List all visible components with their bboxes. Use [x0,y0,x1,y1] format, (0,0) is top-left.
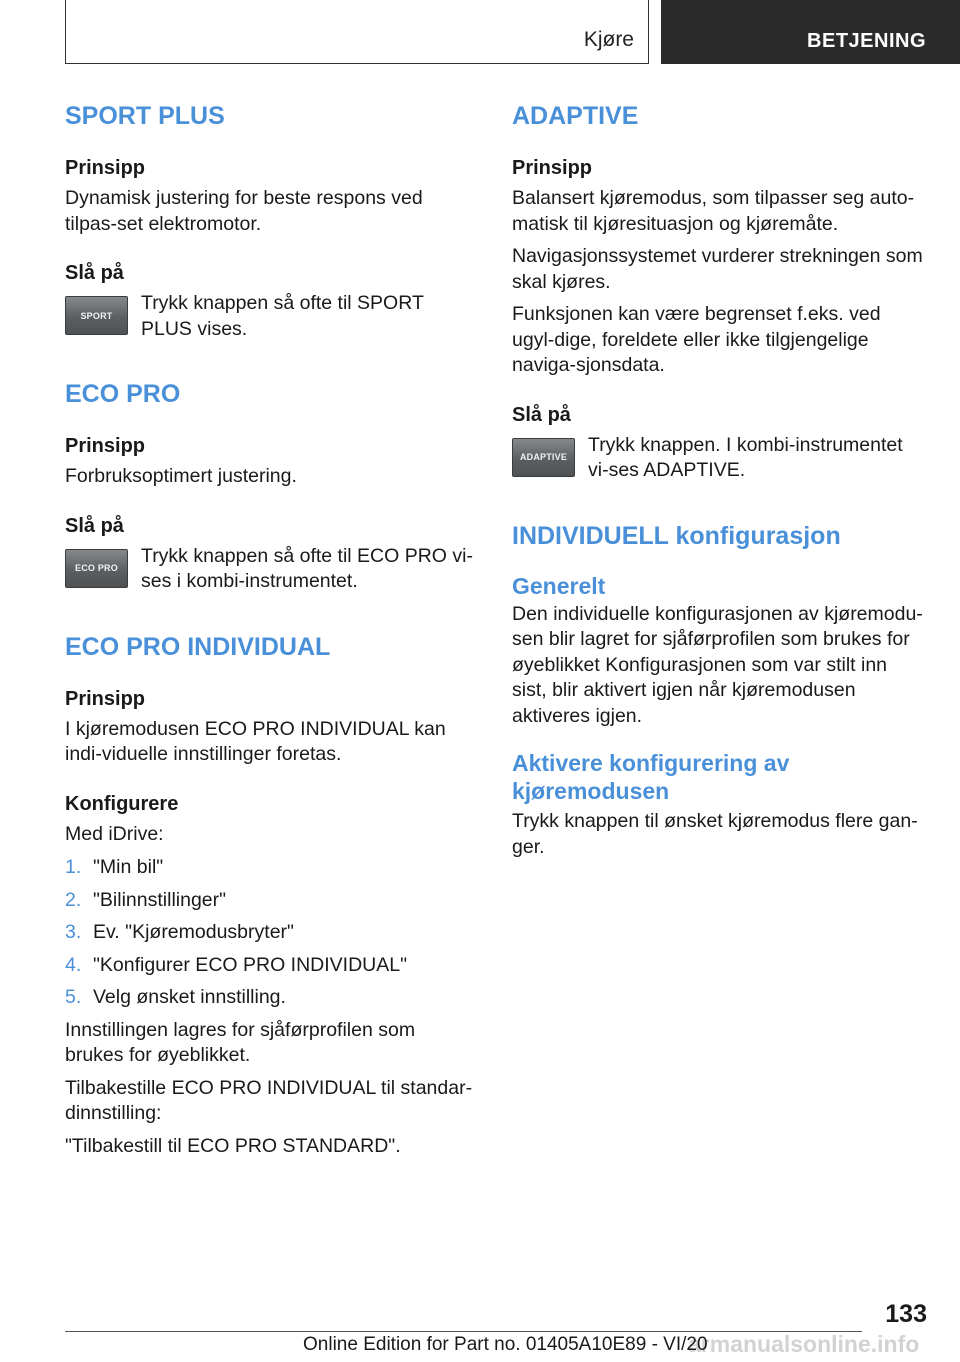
activate-heading: Aktivere konfigurering av kjøremodusen [512,750,790,804]
sport-button-label: SPORT [80,310,113,321]
reset-text: Tilbakestille ECO PRO INDIVIDUAL til standar-dinnstilling: [65,1076,473,1124]
step-number: 2. [65,888,82,911]
eco-pro-individual-principle-heading: Prinsipp [65,687,146,710]
eco-pro-button-label: ECO PRO [75,563,118,573]
adaptive-button-row [512,433,926,484]
sport-plus-principle-heading: Prinsipp [65,157,146,179]
configure-intro: Med iDrive: [65,822,164,845]
list-item [65,888,475,914]
step-number: 4. [65,953,82,976]
eco-pro-on-text: Trykk knappen så ofte til ECO PRO vi-ses i kombi-instrumentet. [141,544,473,592]
eco-pro-individual-principle-text: I kjøremodusen ECO PRO INDIVIDUAL kan indi-viduelle innstillinger foretas. [65,717,446,765]
general-text: Den individuelle konfigurasjonen av kjøremodu-sen blir lagret for sjåførprofilen som brukes for øyeblikket Konfigurasjonen som var stilt inn sist, blir aktivert igjen når kjøremodusen aktiveres igjen. [512,602,923,727]
step-number: 3. [65,921,82,943]
list-item [65,985,475,1011]
general-heading: Generelt [512,572,606,599]
eco-pro-individual-title: ECO PRO INDIVIDUAL [65,632,331,661]
adaptive-title: ADAPTIVE [512,102,639,130]
right-column [512,100,926,860]
watermark: armanualsonline.info [688,1331,920,1357]
edition-text: Online Edition for Part no. 01405A10E89 - VI/20 [303,1334,708,1355]
adaptive-principle-heading: Prinsipp [512,157,593,179]
step-text: "Bilinnstillinger" [93,888,227,911]
eco-pro-principle-text: Forbruksoptimert justering. [65,465,297,487]
adaptive-on-text: Trykk knappen. I kombi-instrumentet vi-ses ADAPTIVE. [588,433,903,481]
header-section-box [65,0,649,64]
header-section-title: Kjøre [583,28,634,51]
step-text: Velg ønsket innstilling. [93,986,286,1008]
configure-steps [65,855,475,1011]
adaptive-principle-text: Balansert kjøremodus, som tilpasser seg auto-matisk til kjøresituasjon og kjøremåte. [512,187,915,235]
step-text: "Konfigurer ECO PRO INDIVIDUAL" [93,953,408,976]
saved-text: Innstillingen lagres for sjåførprofilen som brukes for øyeblikket. [65,1018,416,1066]
adaptive-limit-text: Funksjonen kan være begrenset f.eks. ved ugyl-dige, foreldete eller ikke tilgjengelige naviga-sjonsdata. [512,303,881,376]
header-chapter-box [661,0,960,64]
sport-button-image [65,296,128,335]
activate-text: Trykk knappen til ønsket kjøremodus flere gan-ger. [512,810,918,858]
adaptive-button-label: ADAPTIVE [519,452,568,462]
sport-plus-button-row [65,291,475,342]
eco-pro-title: ECO PRO [65,380,181,408]
list-item [65,855,475,881]
list-item [65,920,475,946]
reset-command: "Tilbakestill til ECO PRO STANDARD". [65,1134,401,1157]
left-column [65,100,475,1159]
sport-plus-title: SPORT PLUS [65,102,225,130]
eco-pro-on-heading: Slå på [65,514,124,537]
eco-pro-principle-heading: Prinsipp [65,435,146,457]
eco-pro-button-image [65,549,128,588]
header-chapter-title: BETJENING [807,30,926,52]
step-number: 5. [65,986,82,1008]
individual-title: INDIVIDUELL konfigurasjon [512,521,841,550]
adaptive-on-heading: Slå på [512,403,571,426]
list-item [65,953,475,979]
adaptive-button-image [512,438,575,477]
sport-plus-on-text: Trykk knappen så ofte til SPORT PLUS vises. [141,292,424,340]
step-number: 1. [65,856,82,878]
sport-plus-principle-text: Dynamisk justering for beste respons ved tilpas-set elektromotor. [65,187,423,235]
configure-heading: Konfigurere [65,792,179,815]
sport-plus-on-heading: Slå på [65,262,124,284]
page-number: 133 [885,1300,927,1328]
step-text: "Min bil" [93,856,164,878]
eco-pro-button-row [65,544,475,595]
adaptive-nav-text: Navigasjonssystemet vurderer strekningen som skal kjøres. [512,245,923,293]
step-text: Ev. "Kjøremodusbryter" [93,921,294,943]
